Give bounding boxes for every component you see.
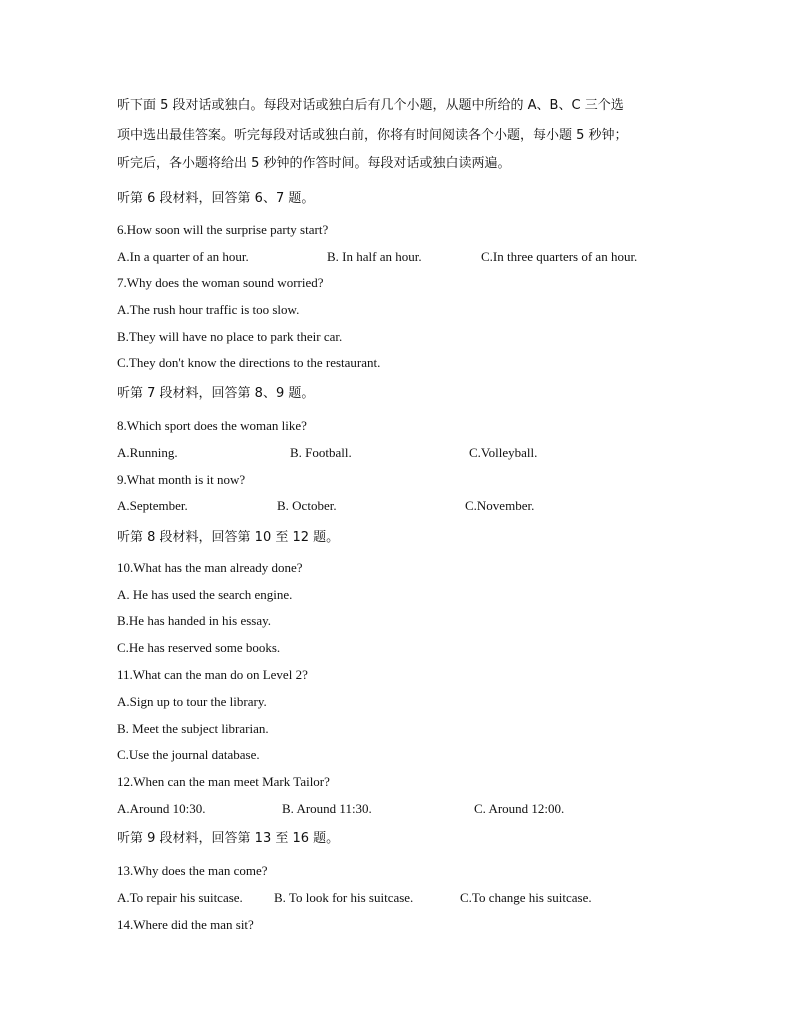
- option-a: A.Running.: [117, 445, 178, 460]
- question-stem: 9.What month is it now?: [117, 472, 246, 487]
- option-a: A.September.: [117, 498, 188, 513]
- intro-line-1: 听下面 5 段对话或独白。每段对话或独白后有几个小题，从题中所给的 A、B、C 三个选: [117, 98, 624, 113]
- option-c: C.Use the journal database.: [117, 747, 260, 762]
- section-heading: 听第 9 段材料，回答第 13 至 16 题。: [117, 831, 340, 846]
- option-b: B. Football.: [290, 445, 352, 460]
- option-a: A.The rush hour traffic is too slow.: [117, 302, 300, 317]
- option-b: B. To look for his suitcase.: [274, 890, 414, 905]
- question-stem: 11.What can the man do on Level 2?: [117, 667, 308, 682]
- option-b: B. October.: [277, 498, 337, 513]
- option-b: B. Meet the subject librarian.: [117, 721, 269, 736]
- question-stem: 8.Which sport does the woman like?: [117, 418, 307, 433]
- question-stem: 14.Where did the man sit?: [117, 917, 254, 932]
- option-a: A.Around 10:30.: [117, 801, 206, 816]
- intro-line-2: 项中选出最佳答案。听完每段对话或独白前，你将有时间阅读各个小题，每小题 5 秒钟；: [117, 128, 628, 143]
- option-a: A. He has used the search engine.: [117, 587, 293, 602]
- section-heading: 听第 8 段材料，回答第 10 至 12 题。: [117, 530, 340, 545]
- intro-line-3: 听完后，各小题将给出 5 秒钟的作答时间。每段对话或独白读两遍。: [117, 156, 511, 171]
- question-stem: 6.How soon will the surprise party start?: [117, 222, 329, 237]
- option-a: A.In a quarter of an hour.: [117, 249, 249, 264]
- question-stem: 7.Why does the woman sound worried?: [117, 275, 324, 290]
- option-c: C.They don't know the directions to the restaurant.: [117, 355, 381, 370]
- question-stem: 12.When can the man meet Mark Tailor?: [117, 774, 330, 789]
- option-c: C.He has reserved some books.: [117, 640, 281, 655]
- section-heading: 听第 6 段材料，回答第 6、7 题。: [117, 191, 315, 206]
- option-b: B.He has handed in his essay.: [117, 613, 272, 628]
- question-stem: 13.Why does the man come?: [117, 863, 268, 878]
- option-a: A.To repair his suitcase.: [117, 890, 243, 905]
- option-b: B.They will have no place to park their car.: [117, 329, 343, 344]
- option-c: C. Around 12:00.: [474, 801, 565, 816]
- option-b: B. Around 11:30.: [282, 801, 372, 816]
- option-c: C.To change his suitcase.: [460, 890, 592, 905]
- option-c: C.Volleyball.: [469, 445, 538, 460]
- option-b: B. In half an hour.: [327, 249, 422, 264]
- option-c: C.In three quarters of an hour.: [481, 249, 638, 264]
- option-a: A.Sign up to tour the library.: [117, 694, 267, 709]
- section-heading: 听第 7 段材料，回答第 8、9 题。: [117, 386, 315, 401]
- option-c: C.November.: [465, 498, 535, 513]
- question-stem: 10.What has the man already done?: [117, 560, 303, 575]
